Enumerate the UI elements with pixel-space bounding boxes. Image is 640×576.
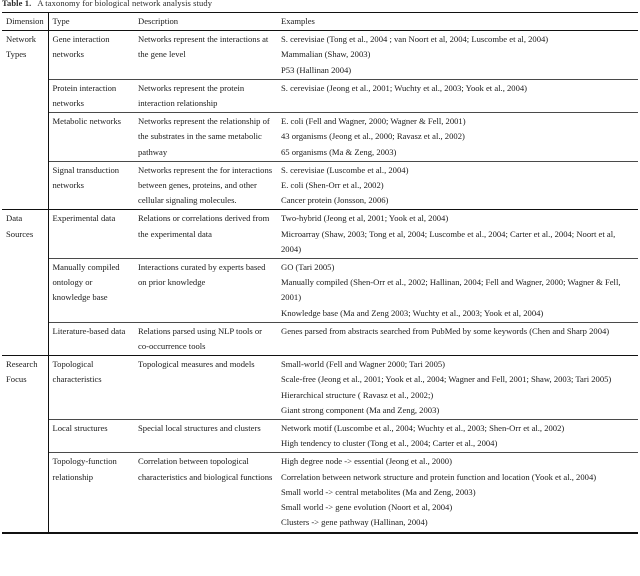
example-entry: 65 organisms (Ma & Zeng, 2003) xyxy=(281,146,397,157)
type-cell: Manually compiled ontology or knowledge base xyxy=(48,259,134,323)
example-entry: Network motif (Luscombe et al., 2004; Wuchty et al., 2003; Shen-Orr et al., 2002) xyxy=(281,423,565,434)
column-header-description: Description xyxy=(134,13,277,31)
example-entry: Manually compiled (Shen-Orr et al., 2002; Hallinan, 2004; Fell and Wagner, 2000; Wagner & Fell, 2001) xyxy=(281,277,621,303)
example-entry: Small world -> central metabolites (Ma and Zeng, 2003) xyxy=(281,486,476,497)
type-cell: Signal transduction networks xyxy=(48,161,134,210)
example-entry: Hierarchical structure ( Ravasz et al., 2002;) xyxy=(281,389,434,400)
example-entry: High degree node -> essential (Jeong et al., 2000) xyxy=(281,456,452,467)
example-entry: Giant strong component (Ma and Zeng, 2003) xyxy=(281,404,440,415)
example-entry: Microarray (Shaw, 2003; Tong et al, 2004; Luscombe et al., 2004; Carter et al., 2004; Noort et al, 2004) xyxy=(281,228,616,254)
example-entry: E. coli (Fell and Wagner, 2000; Wagner & Fell, 2001) xyxy=(281,116,466,127)
examples-cell xyxy=(277,113,638,162)
column-header-type: Type xyxy=(48,13,134,31)
table-bottom-rule xyxy=(2,532,638,534)
type-cell: Local structures xyxy=(48,420,134,453)
table-row xyxy=(2,210,638,259)
table-row xyxy=(2,113,638,162)
example-entry: S. cerevisiae (Luscombe et al., 2004) xyxy=(281,164,409,175)
example-entry: Scale-free (Jeong et al., 2001; Yook et al., 2004; Wagner and Fell, 2001; Shaw, 2003; Tari 2005) xyxy=(281,374,612,385)
example-entry: Knowledge base (Ma and Zeng 2003; Wuchty et al., 2003; Yook et al, 2004) xyxy=(281,307,544,318)
table-row xyxy=(2,420,638,453)
taxonomy-table xyxy=(2,12,638,532)
description-cell: Relations parsed using NLP tools or co-occurrence tools xyxy=(134,322,277,355)
description-cell: Relations or correlations derived from the experimental data xyxy=(134,210,277,259)
example-entry: Small world -> gene evolution (Noort et al, 2004) xyxy=(281,502,453,513)
example-entry: S. cerevisiae (Tong et al., 2004 ; van Noort et al, 2004; Luscombe et al, 2004) xyxy=(281,34,549,45)
type-cell: Literature-based data xyxy=(48,322,134,355)
type-cell: Metabolic networks xyxy=(48,113,134,162)
examples-cell xyxy=(277,453,638,532)
table-row xyxy=(2,31,638,80)
table-caption-label: Table 1. xyxy=(2,0,32,8)
example-entry: 43 organisms (Jeong et al., 2000; Ravasz et al., 2002) xyxy=(281,131,465,142)
description-cell: Networks represent the for interactions between genes, proteins, and other cellular signaling molecules. xyxy=(134,161,277,210)
examples-cell xyxy=(277,161,638,210)
description-cell: Correlation between topological characteristics and biological functions xyxy=(134,453,277,532)
type-cell: Gene interaction networks xyxy=(48,31,134,80)
example-entry: Cancer protein (Jonsson, 2006) xyxy=(281,195,389,206)
description-cell: Networks represent the interactions at the gene level xyxy=(134,31,277,80)
description-cell: Special local structures and clusters xyxy=(134,420,277,453)
example-entry: GO (Tari 2005) xyxy=(281,262,335,273)
example-entry: Genes parsed from abstracts searched from PubMed by some keywords (Chen and Sharp 2004) xyxy=(281,325,610,336)
table-row xyxy=(2,453,638,532)
table-row xyxy=(2,79,638,112)
example-entry: High tendency to cluster (Tong et al., 2004; Carter et al., 2004) xyxy=(281,438,498,449)
dimension-cell: Research Focus xyxy=(2,356,48,532)
type-cell: Topology-function relationship xyxy=(48,453,134,532)
description-cell: Networks represent the protein interaction relationship xyxy=(134,79,277,112)
example-entry: P53 (Hallinan 2004) xyxy=(281,64,352,75)
table-caption xyxy=(2,0,638,9)
description-cell: Networks represent the relationship of the substrates in the same metabolic pathway xyxy=(134,113,277,162)
example-entry: Clusters -> gene pathway (Hallinan, 2004) xyxy=(281,517,428,528)
example-entry: E. coli (Shen-Orr et al., 2002) xyxy=(281,180,384,191)
example-entry: Mammalian (Shaw, 2003) xyxy=(281,49,371,60)
column-header-dimension: Dimension xyxy=(2,13,48,31)
column-header-examples: Examples xyxy=(277,13,638,31)
example-entry: Two-hybrid (Jeong et al, 2001; Yook et al, 2004) xyxy=(281,213,449,224)
dimension-cell: Network Types xyxy=(2,31,48,210)
type-cell: Topological characteristics xyxy=(48,356,134,420)
type-cell: Experimental data xyxy=(48,210,134,259)
example-entry: Correlation between network structure and protein function and location (Yook et al., 2004) xyxy=(281,471,597,482)
examples-cell xyxy=(277,322,638,355)
examples-cell xyxy=(277,79,638,112)
example-entry: Small-world (Fell and Wagner 2000; Tari 2005) xyxy=(281,359,446,370)
example-entry: S. cerevisiae (Jeong et al., 2001; Wuchty et al., 2003; Yook et al., 2004) xyxy=(281,82,528,93)
examples-cell xyxy=(277,210,638,259)
header-row xyxy=(2,13,638,31)
examples-cell xyxy=(277,259,638,323)
type-cell: Protein interaction networks xyxy=(48,79,134,112)
examples-cell xyxy=(277,31,638,80)
table-caption-text: A taxonomy for biological network analysis study xyxy=(37,0,213,8)
table-row xyxy=(2,161,638,210)
table-header xyxy=(2,13,638,31)
examples-cell xyxy=(277,420,638,453)
examples-cell xyxy=(277,356,638,420)
table-row xyxy=(2,356,638,420)
dimension-cell: Data Sources xyxy=(2,210,48,356)
description-cell: Interactions curated by experts based on prior knowledge xyxy=(134,259,277,323)
description-cell: Topological measures and models xyxy=(134,356,277,420)
table-body xyxy=(2,31,638,532)
taxonomy-table-container xyxy=(2,12,638,534)
table-row xyxy=(2,259,638,323)
table-row xyxy=(2,322,638,355)
